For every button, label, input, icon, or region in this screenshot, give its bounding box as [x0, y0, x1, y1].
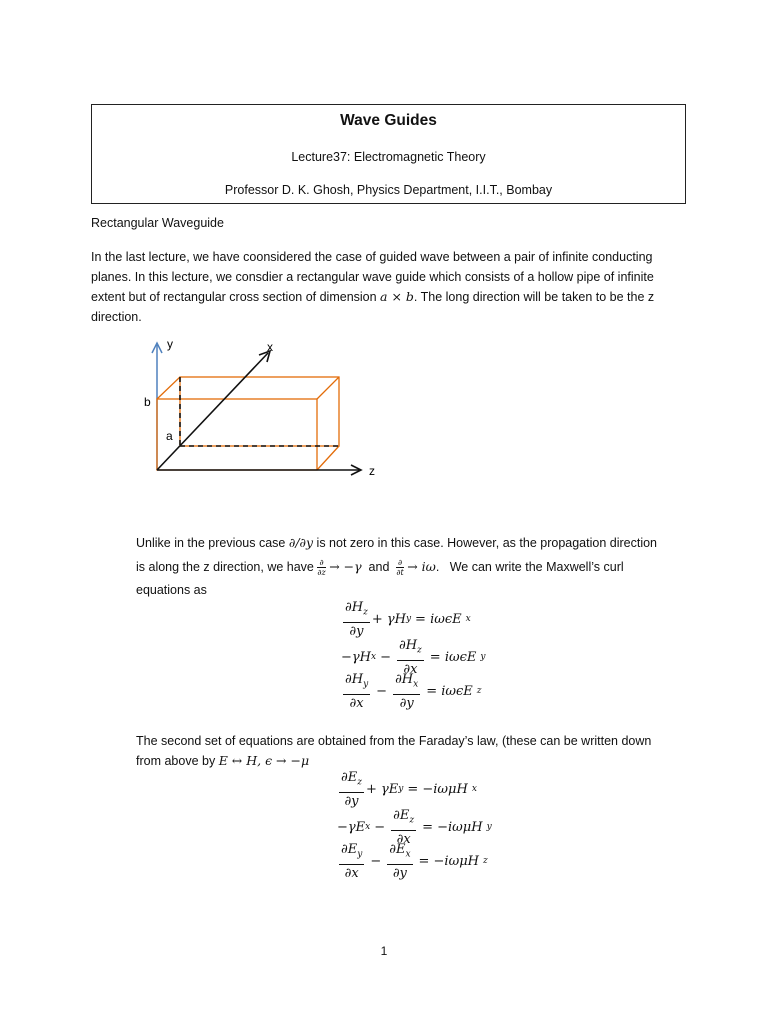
faraday-paragraph — [136, 731, 696, 771]
dimension-b-label: b — [144, 395, 151, 409]
faraday-equation-2 — [337, 808, 492, 847]
duality-math: E ↔ H, ϵ → −μ — [218, 753, 310, 768]
title-box — [91, 104, 686, 204]
para2-line-2 — [136, 555, 696, 579]
eq-rhs: = iωϵE — [429, 649, 477, 665]
eq-sub: z — [357, 777, 362, 788]
d-dt-den: ∂t — [396, 568, 404, 578]
gamma-math: → −γ — [329, 559, 362, 574]
eq-sub: z — [363, 607, 368, 618]
eq-rhs: = iωϵE — [415, 611, 462, 627]
eq-term: −γE — [337, 819, 366, 835]
eq-num: ∂H — [345, 672, 364, 687]
eq-term: + γH — [371, 611, 406, 627]
para2-line-2-pre: is along the z direction, we have — [136, 560, 318, 574]
intro-line-3-post: . The long direction will be taken to be the z — [413, 290, 655, 304]
eq-den: ∂x — [344, 865, 359, 881]
eq-sub: y — [363, 679, 369, 690]
eq-num: ∂E — [393, 808, 410, 823]
x-axis — [157, 353, 268, 470]
intro-line-3 — [91, 287, 691, 307]
faraday-equation-1 — [337, 770, 477, 809]
box-edge-top-left — [157, 377, 180, 399]
para3-line-2 — [136, 751, 696, 771]
eq-sub: z — [417, 645, 422, 656]
eq-den: ∂x — [349, 695, 364, 711]
eq-sub: y — [405, 614, 412, 625]
para2-line-3: equations as — [136, 583, 207, 597]
maxwell-equation-2 — [341, 638, 485, 677]
x-axis-label: x — [267, 340, 273, 354]
para2-line-1 — [136, 531, 696, 555]
eq-num: ∂E — [341, 842, 358, 857]
eq-den: ∂y — [344, 793, 359, 809]
eq-operator: − — [374, 819, 386, 835]
omega-math: → iω — [407, 559, 436, 574]
eq-sub: z — [409, 815, 415, 826]
para3-line-1: The second set of equations are obtained from the Faraday’s law, (these can be written down — [136, 734, 652, 748]
waveguide-diagram — [140, 333, 385, 483]
para2-line-1-pre: Unlike in the previous case — [136, 536, 289, 550]
eq-sub: y — [398, 784, 404, 795]
partial-y-math: ∂/∂y — [288, 535, 314, 550]
eq-den: ∂y — [392, 865, 407, 881]
eq-rhs: = −iωμH — [407, 781, 468, 797]
eq-sub: x — [465, 614, 471, 625]
maxwell-equation-1 — [341, 600, 471, 639]
propagation-paragraph — [136, 531, 696, 602]
eq-term: −γH — [341, 649, 371, 665]
d-dz-den: ∂z — [317, 568, 326, 578]
eq-sub: y — [486, 822, 492, 833]
and-word: and — [361, 560, 397, 574]
page-number: 1 — [380, 944, 388, 958]
eq-den: ∂y — [399, 695, 414, 711]
eq-operator: − — [380, 649, 391, 665]
d-dt-num: ∂ — [397, 558, 403, 568]
eq-sub: y — [480, 652, 486, 663]
eq-rhs: = −iωμH — [422, 819, 483, 835]
eq-den: ∂y — [349, 623, 364, 639]
eq-rhs: = −iωμH — [418, 853, 479, 869]
z-axis-label: z — [369, 464, 375, 478]
box-edge-bottom-right — [317, 446, 339, 470]
d-dt-fraction — [396, 558, 403, 577]
intro-line-4: direction. — [91, 310, 142, 324]
eq-num: ∂H — [398, 638, 418, 653]
eq-sub: x — [371, 652, 377, 663]
box-back-face — [180, 377, 339, 446]
para2-line-2-post: . We can write the Maxwell’s curl — [435, 560, 624, 574]
box-front-face — [157, 399, 317, 470]
eq-sub: y — [357, 849, 363, 860]
intro-paragraph — [91, 247, 691, 327]
eq-num: ∂H — [395, 672, 414, 687]
eq-operator: − — [376, 683, 388, 699]
document-title: Wave Guides — [340, 112, 437, 129]
d-dz-fraction — [317, 558, 325, 577]
dimension-a-label: a — [166, 429, 173, 443]
eq-num: ∂E — [389, 842, 406, 857]
eq-sub: x — [413, 679, 419, 690]
faraday-equation-3 — [337, 842, 488, 881]
author-line: Professor D. K. Ghosh, Physics Department, I.I.T., Bombay — [224, 183, 553, 197]
eq-num: ∂E — [341, 770, 358, 785]
intro-line-1: In the last lecture, we have coonsidered the case of guided wave between a pair of infinite conducting — [91, 250, 653, 264]
section-heading: Rectangular Waveguide — [91, 216, 224, 230]
intro-line-3-pre: extent but of rectangular cross section of dimension — [91, 290, 381, 304]
dimension-math: a × b — [380, 289, 414, 304]
maxwell-equation-3 — [341, 672, 482, 711]
eq-num: ∂H — [345, 600, 364, 615]
eq-operator: − — [370, 853, 382, 869]
eq-term: + γE — [365, 781, 399, 797]
box-edge-top-right — [317, 377, 339, 399]
para3-line-2-pre: from above by — [136, 754, 219, 768]
intro-line-2: planes. In this lecture, we consdier a rectangular wave guide which consists of a hollow pipe of infinite — [91, 270, 654, 284]
eq-sub: z — [482, 856, 488, 867]
eq-sub: x — [365, 822, 371, 833]
eq-rhs: = iωϵE — [426, 683, 473, 699]
eq-sub: x — [405, 849, 411, 860]
eq-sub: z — [476, 686, 482, 697]
eq-sub: x — [471, 784, 477, 795]
eq-den: ∂x — [396, 831, 411, 847]
d-dz-num: ∂ — [317, 558, 325, 568]
lecture-subtitle: Lecture37: Electromagnetic Theory — [291, 150, 486, 164]
eq-den: ∂x — [403, 661, 418, 677]
para2-line-1-post: is not zero in this case. However, as the propagation direction — [313, 536, 658, 550]
y-axis-label: y — [167, 337, 173, 351]
